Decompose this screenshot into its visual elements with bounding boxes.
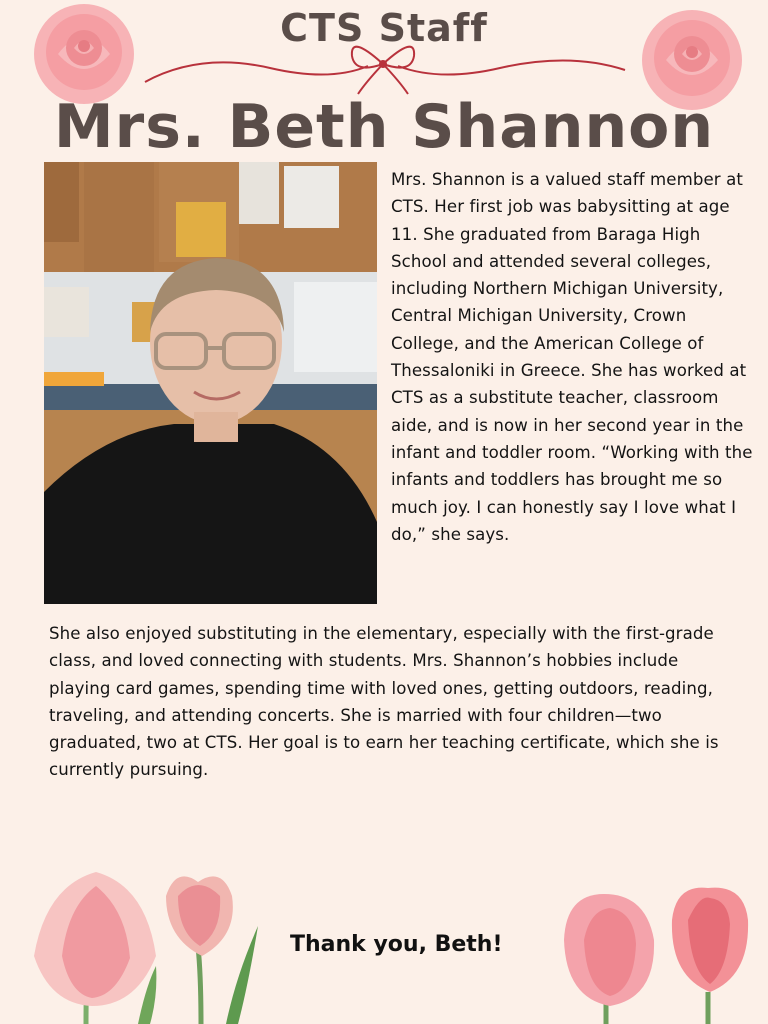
tulip-right-icon: [560, 880, 760, 1024]
bio-paragraph-2: She also enjoyed substituting in the elementary, especially with the first-grade class, and loved connecting with students. Mrs. Shannon’s hobbies include playing card games, spending time with loved ones, getting outdoors, reading, traveling, and attending concerts. She is married with four children—two graduated, two at CTS. Her goal is to earn her teaching certificate, which she is currently pursuing.: [49, 624, 719, 780]
bio-paragraph-1: Mrs. Shannon is a valued staff member at CTS. Her first job was babysitting at age 11. She graduated from Baraga High School and attended several colleges, including Northern Michigan University, Central Michigan University, Crown College, and the American College of Thessaloniki in Greece. She has worked at CTS as a substitute teacher, classroom aide, and is now in her second year in the infant and toddler room. “Working with the infants and toddlers has brought me so much joy. I can honestly say I love what I do,” she says.: [391, 170, 753, 544]
closing-message: Thank you, Beth!: [290, 932, 503, 957]
tulip-left-icon: [26, 866, 266, 1024]
staff-name: Mrs. Beth Shannon: [53, 92, 715, 162]
header-title: CTS Staff: [280, 6, 488, 50]
staff-photo: [44, 162, 377, 604]
